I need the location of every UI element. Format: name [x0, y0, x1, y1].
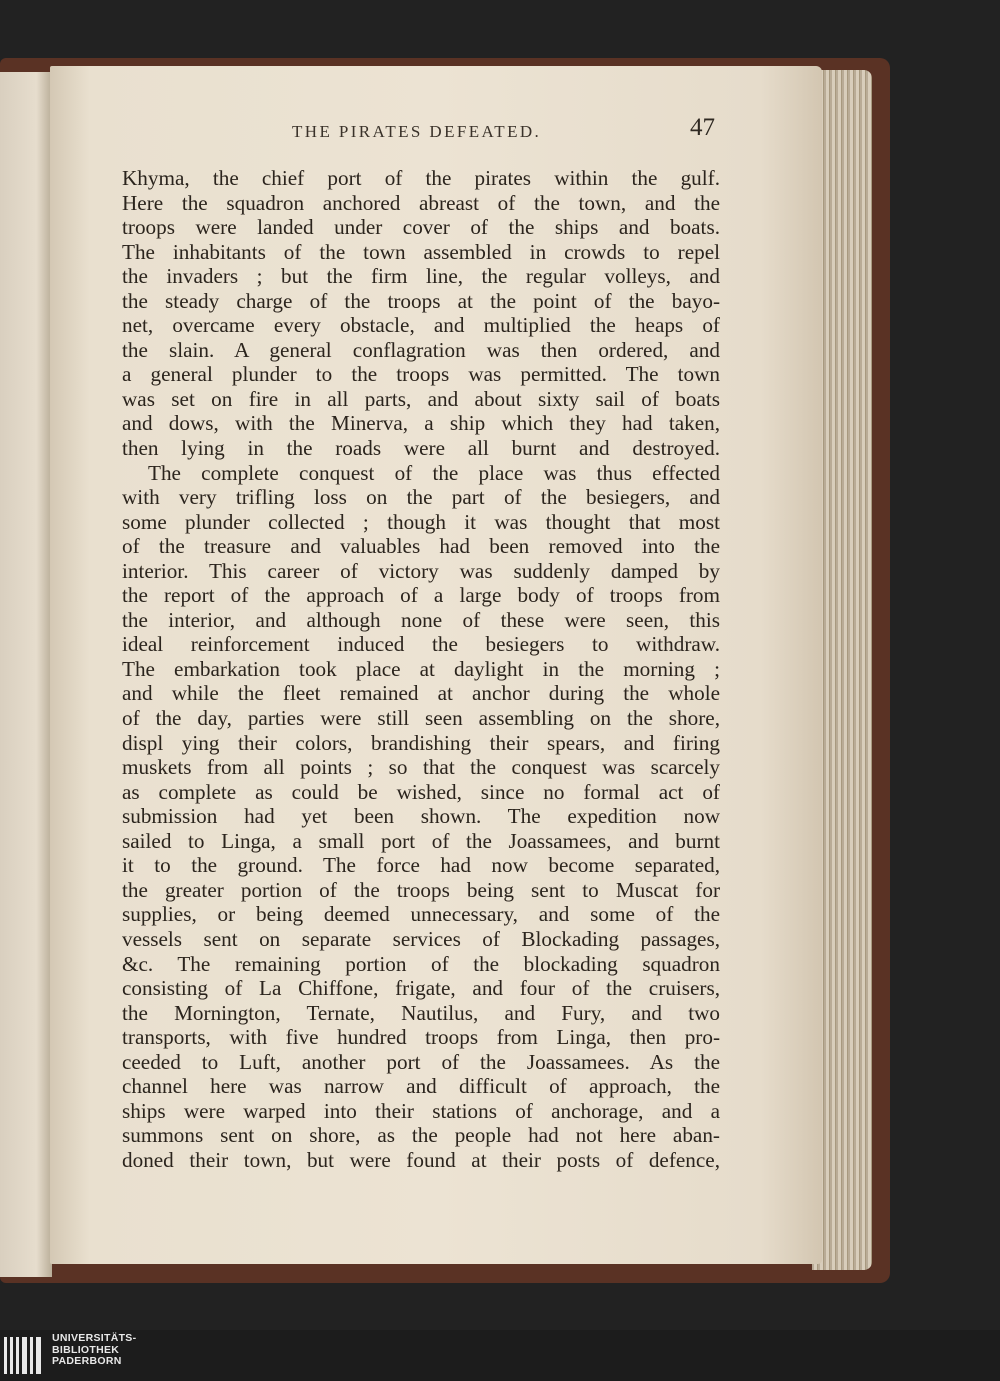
text-line: the steady charge of the troops at the point of the bayo-: [122, 288, 720, 313]
facing-page-edge: [0, 72, 52, 1277]
body-text: [122, 166, 720, 1172]
text-line: a general plunder to the troops was permitted. The town: [122, 362, 720, 387]
text-line: of the treasure and valuables had been removed into the: [122, 534, 720, 559]
text-line: The inhabitants of the town assembled in crowds to repel: [122, 239, 720, 264]
text-line: then lying in the roads were all burnt and destroyed.: [122, 436, 720, 461]
library-logo-text: [52, 1333, 136, 1368]
text-line: consisting of La Chiffone, frigate, and four of the cruisers,: [122, 976, 720, 1001]
text-line: the slain. A general conflagration was then ordered, and: [122, 337, 720, 362]
text-line: some plunder collected ; though it was thought that most: [122, 509, 720, 534]
text-line: and while the fleet remained at anchor during the whole: [122, 681, 720, 706]
text-line: with very trifling loss on the part of the besiegers, and: [122, 485, 720, 510]
text-line: troops were landed under cover of the ships and boats.: [122, 215, 720, 240]
text-line: The embarkation took place at daylight in the morning ;: [122, 656, 720, 681]
text-line: Khyma, the chief port of the pirates within the gulf.: [122, 166, 720, 190]
text-line: vessels sent on separate services of Blockading passages,: [122, 926, 720, 951]
text-line: Here the squadron anchored abreast of the town, and the: [122, 190, 720, 215]
text-line: summons sent on shore, as the people had not here aban-: [122, 1123, 720, 1148]
page-header: [122, 112, 717, 152]
text-line: the interior, and although none of these were seen, this: [122, 607, 720, 632]
text-line: The complete conquest of the place was thus effected: [148, 460, 720, 485]
logo-line: BIBLIOTHEK: [52, 1343, 120, 1356]
library-logo-icon: [2, 1333, 44, 1378]
page-number: 47: [690, 114, 715, 141]
text-line: ideal reinforcement induced the besiegers to withdraw.: [122, 632, 720, 657]
text-line: supplies, or being deemed unnecessary, and some of the: [122, 902, 720, 927]
text-line: muskets from all points ; so that the conquest was scarcely: [122, 755, 720, 780]
text-line: submission had yet been shown. The expedition now: [122, 804, 720, 829]
text-line: &c. The remaining portion of the blockading squadron: [122, 951, 720, 976]
text-line: of the day, parties were still seen assembling on the shore,: [122, 706, 720, 731]
logo-line: UNIVERSITÄTS-: [52, 1332, 137, 1344]
text-line: interior. This career of victory was suddenly damped by: [122, 558, 720, 583]
logo-line: PADERBORN: [52, 1355, 122, 1367]
text-line: ships were warped into their stations of anchorage, and a: [122, 1098, 720, 1123]
text-line: net, overcame every obstacle, and multiplied the heaps of: [122, 313, 720, 338]
text-line: the report of the approach of a large body of troops from: [122, 583, 720, 608]
text-line: the greater portion of the troops being sent to Muscat for: [122, 877, 720, 902]
text-line: ceeded to Luft, another port of the Joassamees. As the: [122, 1049, 720, 1074]
text-line: it to the ground. The force had now become separated,: [122, 853, 720, 878]
text-line: channel here was narrow and difficult of approach, the: [122, 1074, 720, 1099]
running-head: THE PIRATES DEFEATED.: [292, 122, 542, 141]
text-line: displ ying their colors, brandishing their spears, and firing: [122, 730, 720, 755]
text-line: sailed to Linga, a small port of the Joassamees, and burnt: [122, 828, 720, 853]
text-line: doned their town, but were found at their posts of defence,: [122, 1147, 720, 1172]
text-line: and dows, with the Minerva, a ship which they had taken,: [122, 411, 720, 436]
text-line: as complete as could be wished, since no formal act of: [122, 779, 720, 804]
text-line: transports, with five hundred troops from Linga, then pro-: [122, 1025, 720, 1050]
text-line: the invaders ; but the firm line, the regular volleys, and: [122, 264, 720, 289]
library-footer-bar: [0, 1330, 1000, 1381]
text-line: was set on fire in all parts, and about sixty sail of boats: [122, 386, 720, 411]
text-line: the Mornington, Ternate, Nautilus, and Fury, and two: [122, 1000, 720, 1025]
